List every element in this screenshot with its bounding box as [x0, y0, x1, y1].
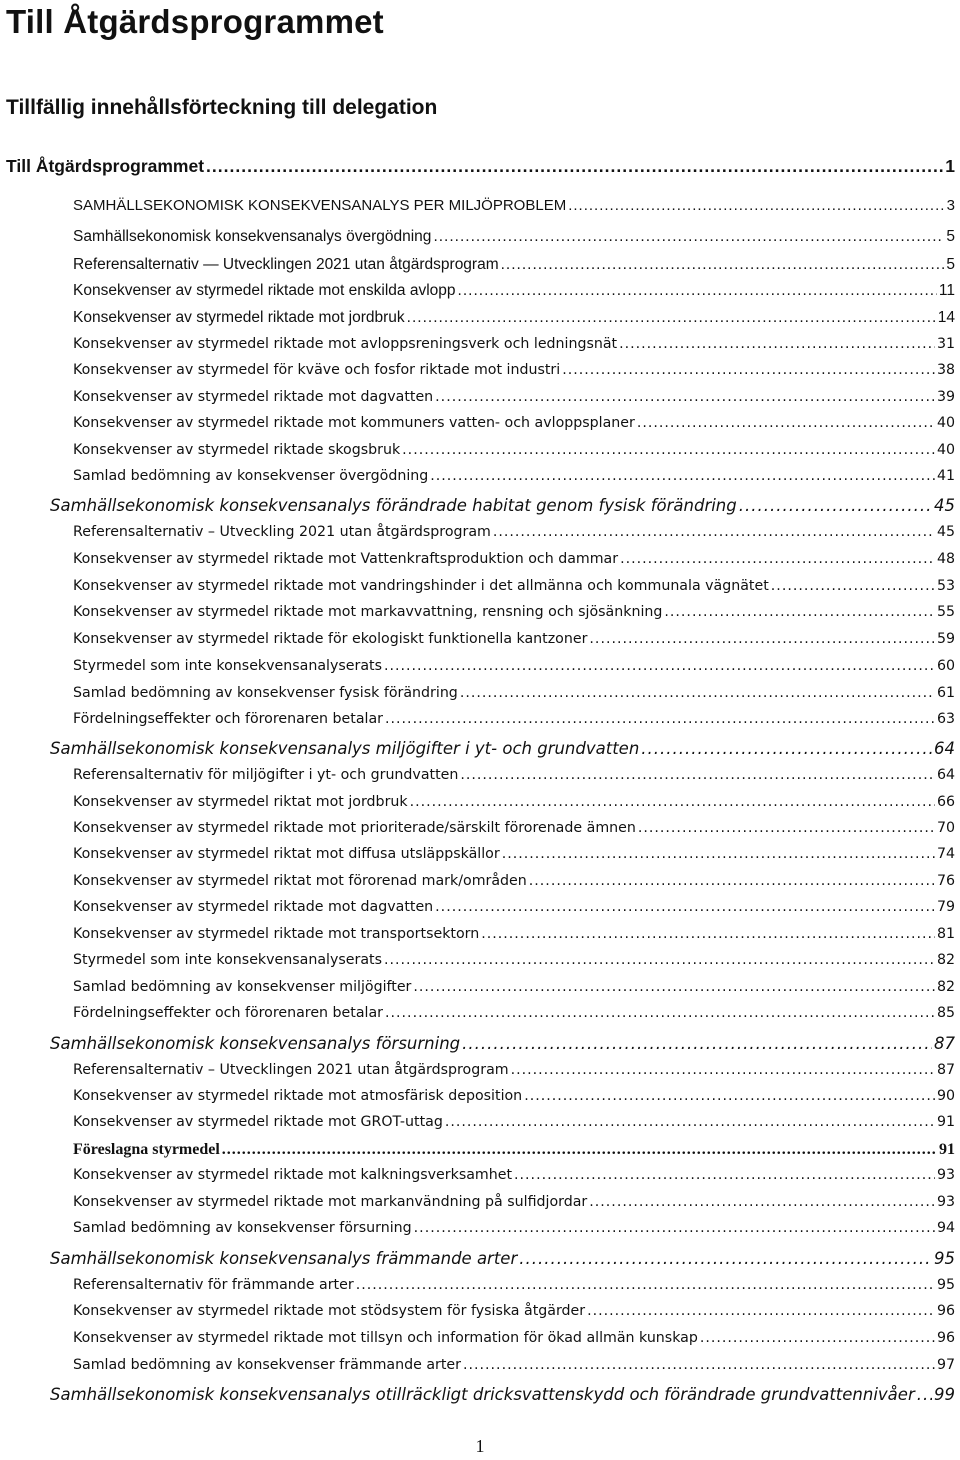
toc-entry-title: Till Åtgärdsprogrammet	[6, 156, 205, 176]
toc-entry-page: 90	[936, 1088, 955, 1104]
toc-entry-page: 93	[936, 1194, 955, 1210]
dot-leader	[463, 1357, 935, 1373]
toc-entry-title: Konsekvenser av styrmedel riktade mot enskilda avlopp	[73, 282, 456, 299]
toc-entry[interactable]	[73, 1357, 955, 1373]
dot-leader	[413, 979, 935, 995]
toc-entry-page: 59	[936, 631, 955, 647]
toc-entry[interactable]	[73, 1194, 955, 1210]
dot-leader	[511, 1062, 935, 1078]
toc-entry-page: 91	[936, 1114, 955, 1130]
toc-entry-title: Referensalternativ – Utvecklingen 2021 utan åtgärdsprogram	[73, 1062, 509, 1078]
dot-leader	[410, 794, 935, 810]
toc-entry-page: 45	[934, 496, 955, 515]
toc-entry-page: 64	[936, 767, 955, 783]
dot-leader	[514, 1167, 935, 1183]
toc-entry-title: Samhällsekonomisk konsekvensanalys försurning	[50, 1034, 461, 1053]
toc-entry-page: 39	[936, 389, 955, 405]
toc-entry[interactable]	[73, 658, 955, 674]
toc-entry[interactable]	[50, 1385, 955, 1404]
toc-entry-title: Samlad bedömning av konsekvenser övergödning	[73, 468, 429, 484]
dot-leader	[620, 551, 935, 567]
toc-entry[interactable]	[73, 926, 955, 942]
toc-entry-title: Styrmedel som inte konsekvensanalyserats	[73, 658, 382, 674]
toc-entry-title: Samhällsekonomisk konsekvensanalys främmande arter	[50, 1249, 518, 1268]
toc-entry-title: Konsekvenser av styrmedel för kväve och fosfor riktade mot industri	[73, 362, 561, 378]
toc-entry-page: 1	[945, 156, 955, 176]
toc-entry-title: Referensalternativ för främmande arter	[73, 1277, 354, 1293]
toc-entry-title: Konsekvenser av styrmedel riktat mot förorenad mark/områden	[73, 873, 527, 889]
dot-leader	[460, 685, 935, 701]
toc-entry-page: 95	[934, 1249, 955, 1268]
dot-leader	[917, 1385, 932, 1404]
toc-entry-page: 64	[934, 739, 955, 758]
toc-entry-page: 40	[936, 415, 955, 431]
dot-leader	[587, 1303, 935, 1319]
dot-leader	[222, 1141, 937, 1159]
toc-entry[interactable]	[73, 228, 955, 246]
toc-entry-page: 5	[946, 228, 955, 245]
dot-leader	[445, 1114, 935, 1130]
toc-entry-page: 45	[936, 524, 955, 540]
toc-entry[interactable]	[73, 685, 955, 701]
toc-entry-title: SAMHÄLLSEKONOMISK KONSEKVENSANALYS PER MILJÖPROBLEM	[73, 197, 567, 214]
toc-entry[interactable]	[73, 282, 955, 300]
toc-entry-page: 3	[946, 197, 955, 214]
toc-entry-page: 70	[936, 820, 955, 836]
toc-entry[interactable]	[73, 1005, 955, 1021]
dot-leader	[501, 256, 945, 274]
toc-entry[interactable]	[73, 415, 955, 431]
toc-entry-title: Konsekvenser av styrmedel riktade mot kommuners vatten- och avloppsplaner	[73, 415, 635, 431]
toc-entry[interactable]	[73, 309, 955, 327]
dot-leader	[435, 899, 935, 915]
page-number: 1	[475, 1436, 485, 1456]
toc-entry[interactable]	[73, 1220, 955, 1236]
dot-leader	[638, 820, 935, 836]
dot-leader	[502, 846, 935, 862]
dot-leader	[385, 1005, 935, 1021]
toc-entry-title: Fördelningseffekter och förorenaren betalar	[73, 711, 384, 727]
toc-entry[interactable]	[73, 820, 955, 836]
dot-leader	[568, 197, 944, 214]
dot-leader	[402, 442, 935, 458]
toc-entry-title: Referensalternativ — Utvecklingen 2021 utan åtgärdsprogram	[73, 256, 499, 273]
toc-entry-title: Samhällsekonomisk konsekvensanalys miljögifter i yt- och grundvatten	[50, 739, 640, 758]
toc-entry[interactable]	[73, 256, 955, 274]
toc-entry-title: Referensalternativ för miljögifter i yt- och grundvatten	[73, 767, 459, 783]
toc-entry-page: 91	[939, 1141, 955, 1158]
toc-entry-title: Konsekvenser av styrmedel riktat mot jordbruk	[73, 794, 408, 810]
toc-entry-page: 87	[934, 1034, 955, 1053]
toc-entry-page: 85	[936, 1005, 955, 1021]
toc-entry-title: Konsekvenser av styrmedel riktade mot GROT-uttag	[73, 1114, 443, 1130]
toc-entry-title: Samhällsekonomisk konsekvensanalys övergödning	[73, 228, 432, 245]
dot-leader	[589, 631, 935, 647]
toc-entry-title: Konsekvenser av styrmedel riktade mot avloppsreningsverk och ledningsnät	[73, 336, 618, 352]
toc-entry-title: Konsekvenser av styrmedel riktade mot jordbruk	[73, 309, 405, 326]
toc-entry-title: Föreslagna styrmedel	[73, 1141, 220, 1158]
toc-entry[interactable]	[73, 336, 955, 352]
dot-leader	[664, 604, 935, 620]
toc-entry-page: 40	[936, 442, 955, 458]
toc-entry-title: Konsekvenser av styrmedel riktade mot dagvatten	[73, 389, 434, 405]
toc-entry[interactable]	[73, 551, 955, 567]
toc-entry-page: 82	[936, 979, 955, 995]
toc-entry-page: 11	[938, 282, 955, 299]
toc-entry-title: Konsekvenser av styrmedel riktade mot markanvändning på sulfidjordar	[73, 1194, 588, 1210]
toc-entry-title: Samlad bedömning av konsekvenser främmande arter	[73, 1357, 461, 1373]
toc-entry-page: 81	[936, 926, 955, 942]
dot-leader	[384, 658, 935, 674]
toc-entry[interactable]	[73, 767, 955, 783]
toc-entry[interactable]	[73, 631, 955, 647]
toc-entry[interactable]	[73, 389, 955, 405]
toc-entry-title: Konsekvenser av styrmedel riktade mot Vattenkraftsproduktion och dammar	[73, 551, 619, 567]
toc-entry-page: 96	[936, 1330, 955, 1346]
dot-leader	[435, 389, 935, 405]
toc-entry-title: Samlad bedömning av konsekvenser fysisk förändring	[73, 685, 458, 701]
toc-entry-title: Samhällsekonomisk konsekvensanalys förändrade habitat genom fysisk förändring	[50, 496, 737, 515]
toc-entry-page: 97	[936, 1357, 955, 1373]
toc-entry-page: 53	[936, 578, 955, 594]
toc-entry[interactable]	[73, 1114, 955, 1130]
toc-entry[interactable]	[73, 524, 955, 540]
dot-leader	[771, 578, 935, 594]
toc-entry-page: 14	[937, 309, 955, 326]
toc-entry-title: Konsekvenser av styrmedel riktade mot kalkningsverksamhet	[73, 1167, 513, 1183]
toc-entry-page: 74	[936, 846, 955, 862]
dot-leader	[385, 711, 935, 727]
toc-entry-page: 61	[936, 685, 955, 701]
dot-leader	[433, 228, 944, 246]
toc-entry[interactable]	[73, 1330, 955, 1346]
toc-entry[interactable]	[73, 1088, 955, 1104]
toc-entry-title: Konsekvenser av styrmedel riktade mot stödsystem för fysiska åtgärder	[73, 1303, 586, 1319]
toc-entry[interactable]	[50, 739, 955, 758]
toc-entry[interactable]	[50, 1034, 955, 1053]
toc-entry-page: 31	[936, 336, 955, 352]
toc-entry-page: 63	[936, 711, 955, 727]
toc-entry-title: Konsekvenser av styrmedel riktade mot transportsektorn	[73, 926, 480, 942]
dot-leader	[641, 739, 932, 758]
toc-entry-page: 87	[936, 1062, 955, 1078]
toc-entry-page: 94	[936, 1220, 955, 1236]
dot-leader	[700, 1330, 935, 1346]
toc-entry-page: 48	[936, 551, 955, 567]
toc-entry-page: 79	[936, 899, 955, 915]
toc-entry-page: 66	[936, 794, 955, 810]
toc-entry[interactable]	[73, 873, 955, 889]
dot-leader	[524, 1088, 935, 1104]
toc-entry[interactable]	[73, 979, 955, 995]
toc-entry-title: Konsekvenser av styrmedel riktade skogsbruk	[73, 442, 401, 458]
toc-entry-page: 82	[936, 952, 955, 968]
dot-leader	[529, 873, 935, 889]
toc-entry[interactable]	[73, 1167, 955, 1183]
toc-entry-title: Samlad bedömning av konsekvenser försurning	[73, 1220, 412, 1236]
toc-entry-title: Konsekvenser av styrmedel riktade mot atmosfärisk deposition	[73, 1088, 523, 1104]
dot-leader	[589, 1194, 935, 1210]
dot-leader	[462, 1034, 932, 1053]
toc-entry[interactable]	[73, 1303, 955, 1319]
dot-leader	[414, 1220, 935, 1236]
dot-leader	[407, 309, 936, 327]
toc-entry-page: 99	[934, 1385, 955, 1404]
toc-entry[interactable]	[73, 362, 955, 378]
toc-entry[interactable]	[73, 899, 955, 915]
toc-entry[interactable]	[73, 711, 955, 727]
dot-leader	[739, 496, 932, 515]
toc-entry[interactable]	[73, 1141, 955, 1159]
dot-leader	[384, 952, 935, 968]
toc-entry-page: 60	[936, 658, 955, 674]
toc-entry-page: 55	[936, 604, 955, 620]
toc-entry-title: Konsekvenser av styrmedel riktade mot prioriterade/särskilt förorenade ämnen	[73, 820, 636, 836]
toc-entry-title: Konsekvenser av styrmedel riktade mot vandringshinder i det allmänna och kommunala vägnätet	[73, 578, 769, 594]
dot-leader	[562, 362, 935, 378]
toc-entry[interactable]	[73, 468, 955, 484]
toc-entry-page: 76	[936, 873, 955, 889]
dot-leader	[493, 524, 935, 540]
toc-entry[interactable]	[73, 1062, 955, 1078]
toc-entry-title: Konsekvenser av styrmedel riktade mot markavvattning, rensning och sjösänkning	[73, 604, 663, 620]
dot-leader	[619, 336, 935, 352]
toc-entry-title: Konsekvenser av styrmedel riktade mot dagvatten	[73, 899, 434, 915]
toc-entry[interactable]	[73, 952, 955, 968]
document-title: Till Åtgärdsprogrammet	[6, 3, 384, 40]
toc-entry[interactable]	[73, 1277, 955, 1293]
toc-entry-title: Konsekvenser av styrmedel riktat mot diffusa utsläppskällor	[73, 846, 500, 862]
toc-entry[interactable]	[73, 846, 955, 862]
toc-entry-page: 96	[936, 1303, 955, 1319]
toc-entry-title: Referensalternativ – Utveckling 2021 utan åtgärdsprogram	[73, 524, 491, 540]
dot-leader	[481, 926, 935, 942]
toc-entry-title: Samhällsekonomisk konsekvensanalys otillräckligt dricksvattenskydd och förändrade grundvattennivåer	[50, 1385, 915, 1404]
toc-entry-page: 41	[936, 468, 955, 484]
toc-entry-page: 5	[946, 256, 955, 273]
toc-entry-page: 93	[936, 1167, 955, 1183]
toc-entry-title: Konsekvenser av styrmedel riktade för ekologiskt funktionella kantzoner	[73, 631, 588, 647]
toc-entry-title: Samlad bedömning av konsekvenser miljögifter	[73, 979, 412, 995]
dot-leader	[637, 415, 935, 431]
toc-entry[interactable]	[73, 794, 955, 810]
toc-entry-title: Fördelningseffekter och förorenaren betalar	[73, 1005, 384, 1021]
toc-entry[interactable]	[73, 604, 955, 620]
dot-leader	[206, 156, 943, 177]
dot-leader	[430, 468, 935, 484]
dot-leader	[460, 767, 935, 783]
toc-entry[interactable]	[73, 197, 955, 214]
toc-entry-page: 95	[936, 1277, 955, 1293]
toc-entry[interactable]	[73, 442, 955, 458]
dot-leader	[458, 282, 937, 300]
toc-heading: Tillfällig innehållsförteckning till delegation	[6, 96, 438, 119]
toc-entry-page: 38	[936, 362, 955, 378]
toc-entry-title: Styrmedel som inte konsekvensanalyserats	[73, 952, 382, 968]
toc-entry[interactable]	[50, 1249, 955, 1268]
dot-leader	[356, 1277, 935, 1293]
toc-entry[interactable]	[6, 156, 955, 177]
toc-entry-title: Konsekvenser av styrmedel riktade mot tillsyn och information för ökad allmän kunskap	[73, 1330, 698, 1346]
dot-leader	[519, 1249, 932, 1268]
toc-entry[interactable]	[50, 496, 955, 515]
toc-entry[interactable]	[73, 578, 955, 594]
